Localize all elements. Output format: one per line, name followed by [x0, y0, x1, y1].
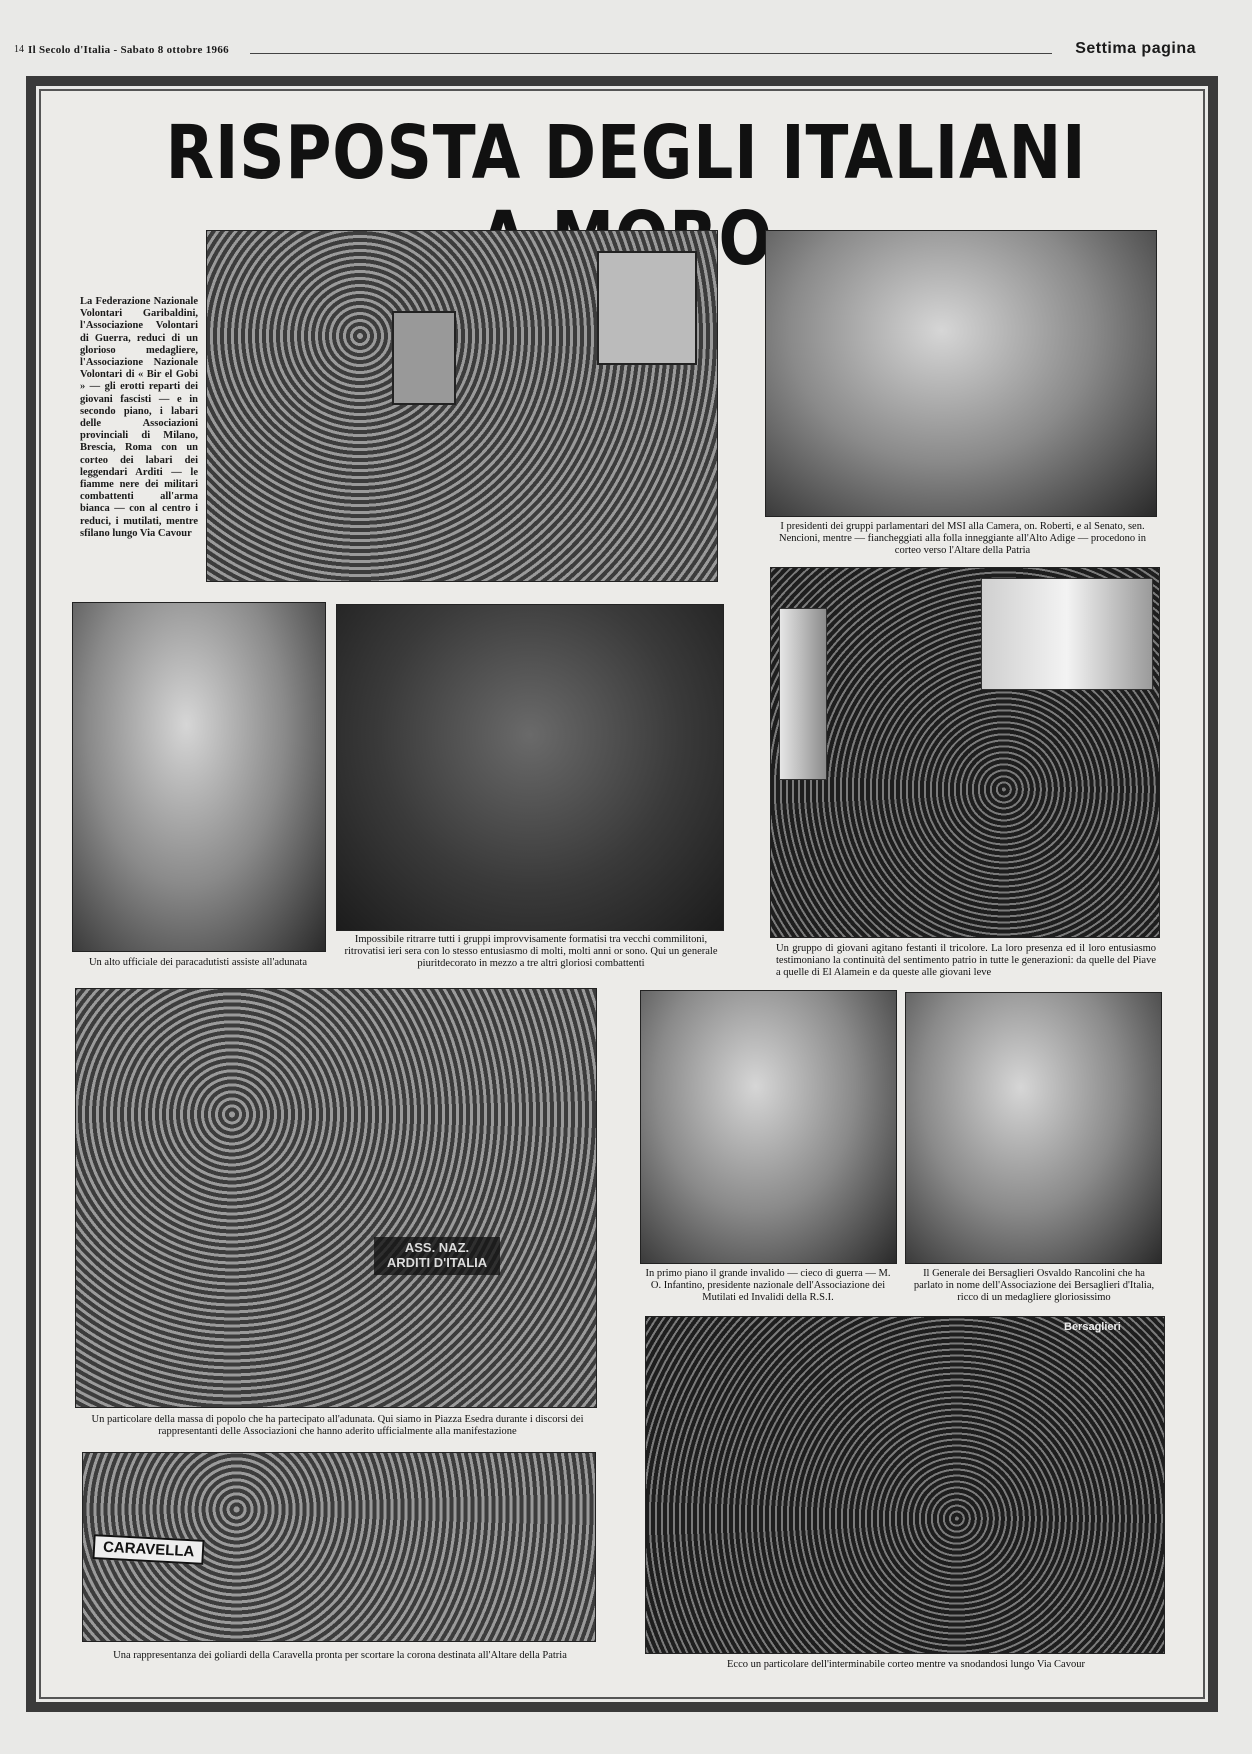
parade-banner-graphic [597, 251, 697, 365]
photo-veterans-group [336, 604, 724, 931]
caption-column: Ecco un particolare dell'interminabile corteo mentre va snodandosi lungo Via Cavour [727, 1659, 1085, 1670]
headline: RISPOSTA DEGLI ITALIANI [165, 110, 1087, 196]
caption-caravella: Una rappresentanza dei goliardi della Caravella pronta per scortare la corona destinata all'Altare della Patria [113, 1650, 567, 1661]
caption-youths: Un gruppo di giovani agitano festanti il tricolore. La loro presenza ed il loro entusiasmo testimoniano la continuità del sentimento patrio in tutte le generazioni: da quelle del Piave a quelle di El Alamein e da queste alle giovani leve [776, 943, 1156, 978]
page-number: 14 [14, 44, 24, 55]
caption-paratrooper: Un alto ufficiale dei paracadutisti assiste all'adunata [88, 957, 308, 968]
arditi-banner-line2: ARDITI D'ITALIA [386, 1254, 488, 1270]
bersaglieri-sign: Bersaglieri [1064, 1321, 1121, 1333]
arditi-banner [374, 1237, 500, 1275]
photo-crowd-piazza [75, 988, 597, 1408]
caption-invalid: In primo piano il grande invalido — cieco di guerra — M. O. Infantino, presidente nazionale dell'Associazione dei Mutilati ed Invalidi della R.S.I. [645, 1268, 891, 1303]
side-caption-federation: La Federazione Nazionale Volontari Garibaldini, l'Associazione Volontari di Guerra, reduci di un glorioso medagliere, l'Associazione Nazionale Volontari di « Bir el Gobi » — gli erotti reparti dei giovani fascisti — e in secondo piano, i labari delle Associazioni provinciali di Milano, Brescia, Roma con un corteo dei labari dei leggendari Arditi — le fiamme nere dei militari combattenti all'arma bianca — con al centro i reduci, i mutilati, mentre sfilano lungo Via Cavour [80, 296, 198, 539]
photo-paratrooper-officer [72, 602, 326, 952]
parade-banner-graphic-2 [392, 311, 456, 405]
photo-bersaglieri-general [905, 992, 1162, 1264]
caption-general: Il Generale dei Bersaglieri Osvaldo Rancolini che ha parlato in nome dell'Associazione dei Bersaglieri d'Italia, ricco di un medagliere gloriosissimo [913, 1268, 1155, 1303]
photo-youths-flag [770, 567, 1160, 938]
photo-caravella-students [82, 1452, 596, 1642]
photo-parliament-leaders [765, 230, 1157, 517]
masthead-title: Il Secolo d'Italia - Sabato 8 ottobre 1966 [28, 44, 229, 56]
flag-graphic-2 [779, 608, 827, 780]
caption-crowd: Un particolare della massa di popolo che ha partecipato all'adunata. Qui siamo in Piazza Esedra durante i discorsi dei rappresentanti delle Associazioni che hanno aderito ufficialmente alla manifestazione [91, 1414, 584, 1437]
section-label: Settima pagina [1075, 40, 1196, 57]
masthead-rule [250, 53, 1052, 54]
photo-war-invalid [640, 990, 897, 1264]
caption-veterans: Impossibile ritrarre tutti i gruppi improvvisamente formatisi tra vecchi commilitoni, ritrovatisi ieri sera con lo stesso entusiasmo di molti, molti anni or sono. Qui un generale piuritdecorato in mezzo a tre altri gloriosi combattenti [344, 934, 718, 969]
photo-via-cavour-column [645, 1316, 1165, 1654]
caption-presidents: I presidenti dei gruppi parlamentari del MSI alla Camera, on. Roberti, e al Senato, sen. Nencioni, mentre — fiancheggiati alla folla inneggiante all'Alto Adige — procedono in corteo verso l'Altare della Patria [779, 521, 1146, 556]
arditi-banner-line1: ASS. NAZ. [404, 1240, 470, 1255]
flag-graphic [981, 578, 1153, 690]
caravella-sign: CARAVELLA [92, 1534, 205, 1565]
photo-parade-banners [206, 230, 718, 582]
